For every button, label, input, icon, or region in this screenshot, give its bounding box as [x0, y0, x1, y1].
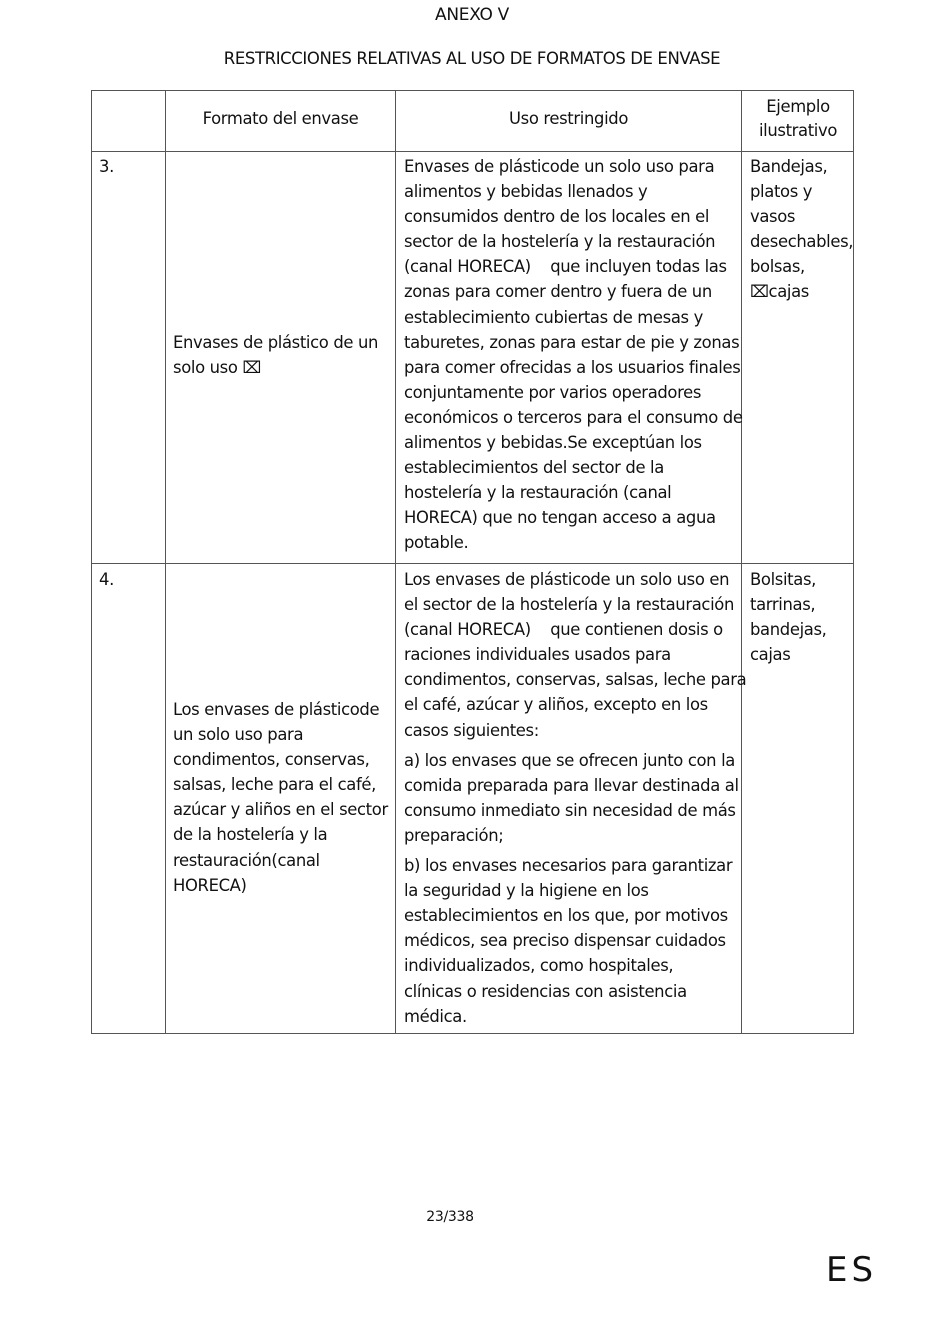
format-cell: [173, 697, 388, 898]
cell-line: hostelería y la restauración (canal: [404, 483, 672, 503]
cell-line: desechables,: [750, 232, 854, 252]
cell-line: platos y: [750, 182, 813, 202]
row-number: 3.: [99, 157, 114, 176]
page-number: 23/338: [426, 1209, 474, 1225]
cell-line: Los envases de plásticode: [173, 700, 380, 719]
cell-line: salsas, leche para el café,: [173, 775, 376, 795]
cell-line: casos siguientes:: [404, 720, 539, 740]
format-cell: [173, 330, 378, 380]
cell-line: solo uso ⌧: [173, 358, 261, 378]
cell-line: ⌧cajas: [750, 282, 809, 302]
row-divider: [92, 151, 853, 152]
page-title: RESTRICCIONES RELATIVAS AL USO DE FORMATOS DE ENVASE: [223, 49, 721, 68]
cell-line: potable.: [404, 533, 469, 553]
cell-line: alimentos y bebidas.Se exceptúan los: [404, 433, 702, 453]
cell-line: individualizados, como hospitales,: [404, 956, 674, 976]
cell-line: médica.: [404, 1006, 467, 1026]
annex-label: ANEXO V: [435, 5, 509, 25]
cell-line: a) los envases que se ofrecen junto con la: [404, 750, 735, 770]
cell-line: consumo inmediato sin necesidad de más: [404, 800, 736, 820]
cell-line: raciones individuales usados para: [404, 645, 671, 665]
cell-line: cajas: [750, 645, 791, 665]
cell-line: (canal HORECA) que contienen dosis o: [404, 620, 723, 640]
cell-line: establecimientos en los que, por motivos: [404, 906, 728, 926]
cell-line: Bolsitas,: [750, 570, 816, 589]
cell-line: consumidos dentro de los locales en el: [404, 207, 710, 227]
column-header-format: Formato del envase: [202, 109, 359, 128]
header-line: Ejemplo: [766, 97, 830, 116]
cell-line: HORECA) que no tengan acceso a agua: [404, 508, 716, 528]
cell-line: comida preparada para llevar destinada al: [404, 775, 739, 795]
row-number: 4.: [99, 570, 114, 589]
column-header-use: Uso restringido: [508, 109, 629, 128]
cell-line: tarrinas,: [750, 595, 816, 615]
cell-line: alimentos y bebidas llenados y: [404, 182, 648, 202]
header-line: ilustrativo: [758, 121, 838, 140]
cell-line: establecimiento cubiertas de mesas y: [404, 307, 703, 327]
use-cell: [404, 567, 746, 1029]
cell-line: el café, azúcar y aliños, excepto en los: [404, 695, 708, 715]
paragraph: [404, 748, 746, 848]
cell-line: médicos, sea preciso dispensar cuidados: [404, 931, 726, 951]
cell-line: de la hostelería y la: [173, 825, 328, 845]
cell-line: la seguridad y la higiene en los: [404, 881, 649, 901]
column-divider: [165, 91, 166, 1033]
example-cell: [750, 154, 853, 305]
cell-line: (canal HORECA) que incluyen todas las: [404, 257, 727, 277]
cell-line: sector de la hostelería y la restauración: [404, 232, 716, 252]
cell-line: b) los envases necesarios para garantizar: [404, 856, 733, 876]
paragraph: [404, 853, 746, 1029]
cell-line: bandejas,: [750, 620, 827, 640]
use-cell: [404, 154, 743, 556]
cell-line: condimentos, conservas,: [173, 750, 370, 770]
column-header-example: [742, 95, 854, 143]
cell-line: un solo uso para: [173, 725, 304, 745]
cell-line: taburetes, zonas para estar de pie y zonas: [404, 332, 740, 352]
cell-line: Bandejas,: [750, 157, 828, 176]
cell-line: azúcar y aliños en el sector: [173, 800, 388, 820]
cell-line: conjuntamente por varios operadores: [404, 382, 702, 402]
cell-line: el sector de la hostelería y la restauración: [404, 595, 734, 615]
cell-line: vasos: [750, 207, 796, 227]
cell-line: para comer ofrecidas a los usuarios finales: [404, 357, 741, 377]
cell-line: condimentos, conservas, salsas, leche para: [404, 670, 747, 690]
paragraph: [404, 567, 746, 743]
restrictions-table: [91, 90, 854, 1034]
cell-line: zonas para comer dentro y fuera de un: [404, 282, 712, 302]
cell-line: Envases de plásticode un solo uso para: [404, 157, 715, 176]
cell-line: Los envases de plásticode un solo uso en: [404, 570, 730, 589]
column-divider: [395, 91, 396, 1033]
language-code: ES: [826, 1250, 878, 1290]
cell-line: restauración(canal: [173, 850, 320, 870]
cell-line: establecimientos del sector de la: [404, 458, 664, 478]
example-cell: [750, 567, 827, 667]
cell-line: HORECA): [173, 875, 247, 895]
cell-line: económicos o terceros para el consumo de: [404, 407, 743, 427]
cell-line: bolsas,: [750, 257, 805, 277]
cell-line: Envases de plástico de un: [173, 333, 379, 352]
cell-line: preparación;: [404, 825, 504, 845]
paragraph: [404, 154, 743, 556]
row-divider: [92, 563, 853, 564]
cell-line: clínicas o residencias con asistencia: [404, 981, 687, 1001]
